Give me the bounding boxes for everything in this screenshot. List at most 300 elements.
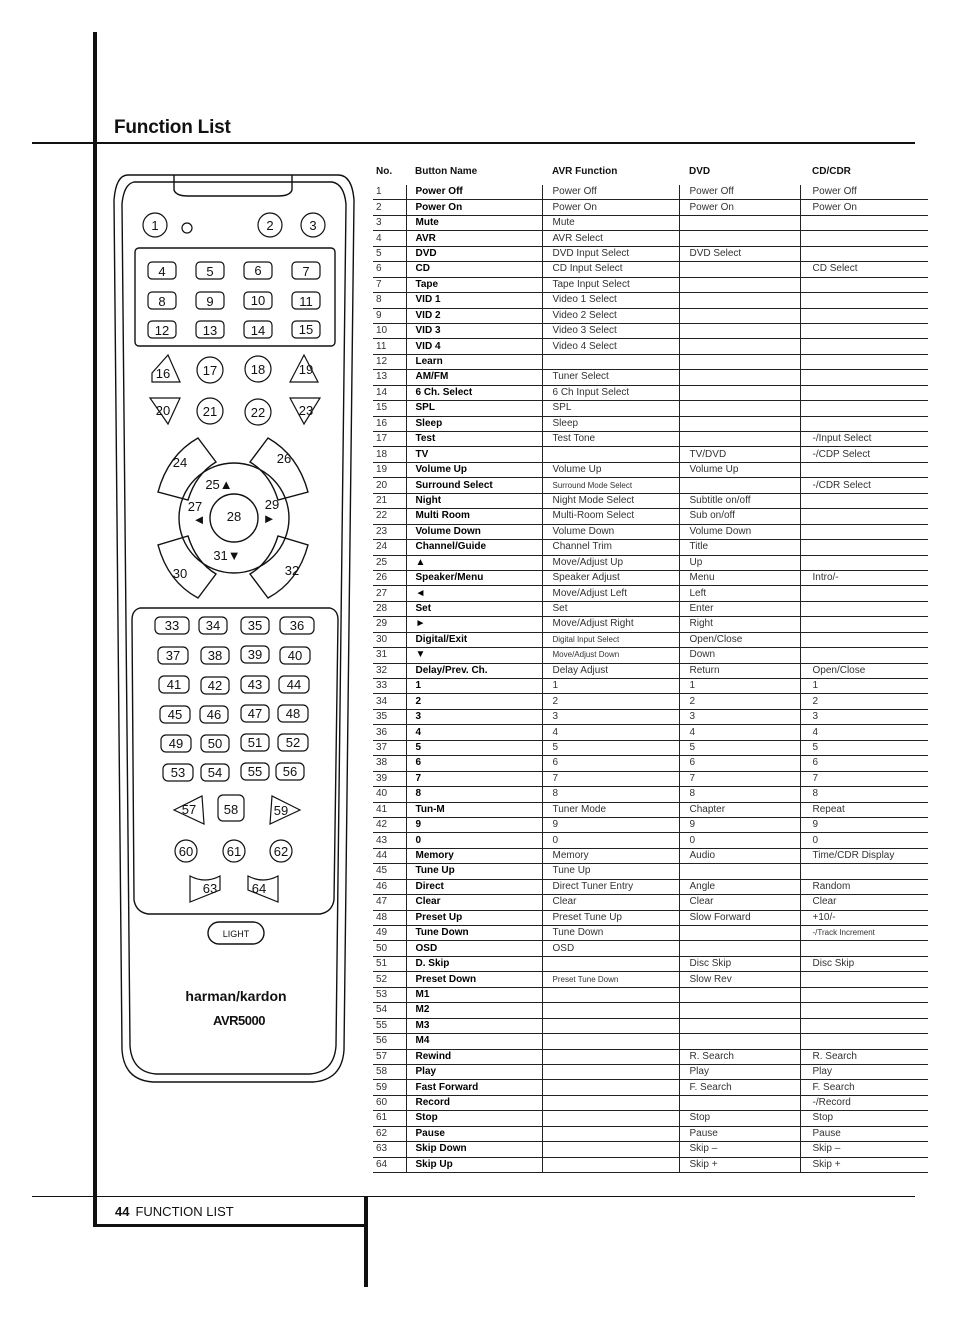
button-name: Skip Up [406,1157,542,1172]
table-row [373,262,928,277]
avr-function: 7 [542,771,679,786]
button-name: 9 [406,817,542,832]
button-name: Power Off [406,185,542,200]
table-row [373,601,928,616]
row-number: 29 [373,617,406,632]
row-number: 1 [373,185,406,200]
avr-function: Power On [542,200,679,215]
svg-text:47: 47 [247,706,263,721]
footer-rule [32,1196,915,1197]
row-number: 26 [373,570,406,585]
row-number: 31 [373,648,406,663]
cd-function [800,293,928,308]
row-number: 38 [373,756,406,771]
button-name: 6 [406,756,542,771]
table-row [373,1157,928,1172]
row-number: 58 [373,1064,406,1079]
svg-text:►: ► [262,511,276,526]
dvd-function: R. Search [679,1049,800,1064]
row-number: 48 [373,910,406,925]
table-row [373,910,928,925]
avr-function [542,1111,679,1126]
row-number: 40 [373,787,406,802]
table-row [373,1080,928,1095]
table-row [373,416,928,431]
header-button-name: Button Name [415,166,478,177]
dvd-function: Volume Up [679,462,800,477]
svg-text:60: 60 [178,844,194,859]
avr-function: 6 Ch Input Select [542,385,679,400]
cd-function [800,215,928,230]
avr-function [542,956,679,971]
avr-function: Tune Down [542,926,679,941]
row-number: 19 [373,462,406,477]
dvd-function: Angle [679,879,800,894]
svg-text:AVR5000: AVR5000 [213,1013,265,1028]
dvd-function [679,926,800,941]
cd-function [800,648,928,663]
cd-function [800,864,928,879]
cd-function [800,385,928,400]
dvd-function: Slow Forward [679,910,800,925]
button-name: M2 [406,1003,542,1018]
dvd-function [679,864,800,879]
cd-function: Disc Skip [800,956,928,971]
table-row [373,1142,928,1157]
row-number: 28 [373,601,406,616]
table-row [373,293,928,308]
cd-function: R. Search [800,1049,928,1064]
dvd-function: Clear [679,895,800,910]
dvd-function: Power On [679,200,800,215]
dvd-function: 0 [679,833,800,848]
avr-function: Video 3 Select [542,323,679,338]
avr-function: OSD [542,941,679,956]
row-number: 14 [373,385,406,400]
svg-text:57: 57 [181,802,197,817]
button-name: Tape [406,277,542,292]
avr-function: Set [542,601,679,616]
cd-function: Open/Close [800,663,928,678]
table-row [373,632,928,647]
avr-function: Video 1 Select [542,293,679,308]
avr-function [542,1034,679,1049]
dvd-function: Pause [679,1126,800,1141]
row-number: 63 [373,1142,406,1157]
table-row [373,231,928,246]
row-number: 52 [373,972,406,987]
table-row [373,493,928,508]
svg-text:49: 49 [168,736,184,751]
dvd-function: Audio [679,848,800,863]
table-row [373,385,928,400]
button-name: ▲ [406,555,542,570]
dvd-function: TV/DVD [679,447,800,462]
avr-function: Clear [542,895,679,910]
cd-function [800,524,928,539]
avr-function: Digital Input Select [542,632,679,647]
row-number: 20 [373,478,406,493]
table-row [373,246,928,261]
svg-text:42: 42 [207,678,223,693]
button-name: OSD [406,941,542,956]
avr-function: 0 [542,833,679,848]
row-number: 6 [373,262,406,277]
left-margin-bar [93,32,97,1226]
svg-text:3: 3 [309,218,317,233]
row-number: 59 [373,1080,406,1095]
cd-function: Skip – [800,1142,928,1157]
row-number: 9 [373,308,406,323]
button-name: Pause [406,1126,542,1141]
button-name: Mute [406,215,542,230]
svg-text:46: 46 [206,707,222,722]
table-row [373,478,928,493]
cd-function: Power On [800,200,928,215]
cd-function [800,540,928,555]
row-number: 55 [373,1018,406,1033]
avr-function: Move/Adjust Down [542,648,679,663]
table-row [373,308,928,323]
function-table-body [373,185,928,1173]
svg-text:24: 24 [172,455,188,470]
row-number: 33 [373,679,406,694]
row-number: 47 [373,895,406,910]
button-name: VID 3 [406,323,542,338]
button-name: Volume Up [406,462,542,477]
svg-text:45: 45 [167,707,183,722]
dvd-function [679,354,800,369]
row-number: 30 [373,632,406,647]
row-number: 64 [373,1157,406,1172]
dvd-function [679,293,800,308]
row-number: 50 [373,941,406,956]
table-row [373,540,928,555]
table-row [373,1111,928,1126]
svg-text:35: 35 [247,618,263,633]
dvd-function: 7 [679,771,800,786]
row-number: 13 [373,370,406,385]
cd-function [800,586,928,601]
dvd-function [679,478,800,493]
table-row [373,648,928,663]
table-row [373,679,928,694]
cd-function [800,555,928,570]
table-row [373,740,928,755]
table-row [373,848,928,863]
table-row [373,987,928,1002]
svg-text:5: 5 [206,264,214,279]
svg-text:61: 61 [226,844,242,859]
button-name: Set [406,601,542,616]
svg-text:52: 52 [285,735,301,750]
button-name: 6 Ch. Select [406,385,542,400]
cd-function: +10/- [800,910,928,925]
cd-function [800,354,928,369]
button-name: Fast Forward [406,1080,542,1095]
table-header-row [373,166,928,185]
svg-text:9: 9 [206,294,214,309]
avr-function: Tuner Select [542,370,679,385]
table-row [373,972,928,987]
row-number: 53 [373,987,406,1002]
avr-function: CD Input Select [542,262,679,277]
avr-function: Delay Adjust [542,663,679,678]
svg-text:◄: ◄ [192,512,206,527]
cd-function: CD Select [800,262,928,277]
dvd-function: 8 [679,787,800,802]
svg-text:22: 22 [250,405,266,420]
button-name: Channel/Guide [406,540,542,555]
button-name: Test [406,432,542,447]
avr-function: Tuner Mode [542,802,679,817]
table-row [373,1018,928,1033]
table-row [373,787,928,802]
cd-function: -/CDR Select [800,478,928,493]
avr-function: 5 [542,740,679,755]
avr-function: 9 [542,817,679,832]
button-name: Rewind [406,1049,542,1064]
avr-function: Preset Tune Up [542,910,679,925]
row-number: 17 [373,432,406,447]
row-number: 5 [373,246,406,261]
avr-function: Memory [542,848,679,863]
dvd-function [679,1095,800,1110]
button-name: Tun-M [406,802,542,817]
button-name: Tune Up [406,864,542,879]
dvd-function: Skip + [679,1157,800,1172]
table-row [373,817,928,832]
header-rule [32,142,915,144]
svg-text:63: 63 [202,881,218,896]
svg-text:26: 26 [276,451,292,466]
table-row [373,802,928,817]
dvd-function: Menu [679,570,800,585]
cd-function: Play [800,1064,928,1079]
avr-function: Direct Tuner Entry [542,879,679,894]
table-row [373,1034,928,1049]
dvd-function: 4 [679,725,800,740]
table-row [373,555,928,570]
button-name: Night [406,493,542,508]
row-number: 15 [373,401,406,416]
page-number: 44 [115,1204,130,1219]
svg-text:55: 55 [247,764,263,779]
dvd-function [679,987,800,1002]
row-number: 56 [373,1034,406,1049]
avr-function [542,1080,679,1095]
button-name: VID 1 [406,293,542,308]
avr-function: Mute [542,215,679,230]
table-row [373,509,928,524]
svg-text:harman/kardon: harman/kardon [185,988,287,1004]
svg-text:56: 56 [282,764,298,779]
svg-text:LIGHT: LIGHT [222,929,250,939]
button-name: Preset Down [406,972,542,987]
cd-function: F. Search [800,1080,928,1095]
avr-function: 8 [542,787,679,802]
cd-function [800,401,928,416]
avr-function: AVR Select [542,231,679,246]
table-row [373,432,928,447]
avr-function: Tune Up [542,864,679,879]
dvd-function [679,432,800,447]
avr-function: Video 2 Select [542,308,679,323]
table-row [373,833,928,848]
function-table [373,166,928,1173]
svg-text:12: 12 [154,323,170,338]
table-row [373,586,928,601]
avr-function: Power Off [542,185,679,200]
button-name: Record [406,1095,542,1110]
dvd-function: Right [679,617,800,632]
svg-text:18: 18 [250,362,266,377]
table-row [373,277,928,292]
button-name: 4 [406,725,542,740]
header-no: No. [376,166,393,177]
row-number: 44 [373,848,406,863]
table-row [373,694,928,709]
button-name: VID 2 [406,308,542,323]
cd-function: -/CDP Select [800,447,928,462]
button-name: Delay/Prev. Ch. [406,663,542,678]
avr-function: Video 4 Select [542,339,679,354]
avr-function: Multi-Room Select [542,509,679,524]
row-number: 62 [373,1126,406,1141]
row-number: 61 [373,1111,406,1126]
row-number: 51 [373,956,406,971]
svg-text:53: 53 [170,765,186,780]
dvd-function [679,308,800,323]
dvd-function [679,401,800,416]
footer-section-label: FUNCTION LIST [135,1204,234,1219]
cd-function [800,1003,928,1018]
avr-function [542,1157,679,1172]
dvd-function [679,1003,800,1018]
svg-text:1: 1 [151,218,159,233]
dvd-function: 6 [679,756,800,771]
svg-text:59: 59 [273,803,289,818]
svg-text:19: 19 [298,362,314,377]
table-row [373,956,928,971]
dvd-function: Return [679,663,800,678]
table-row [373,879,928,894]
svg-text:28: 28 [226,509,242,524]
row-number: 42 [373,817,406,832]
svg-text:7: 7 [302,264,310,279]
table-row [373,354,928,369]
avr-function: DVD Input Select [542,246,679,261]
table-row [373,771,928,786]
table-row [373,1003,928,1018]
cd-function [800,972,928,987]
cd-function: Intro/- [800,570,928,585]
cd-function: 4 [800,725,928,740]
dvd-function: Skip – [679,1142,800,1157]
avr-function [542,1126,679,1141]
button-name: Clear [406,895,542,910]
table-row [373,1095,928,1110]
row-number: 10 [373,323,406,338]
dvd-function: 5 [679,740,800,755]
avr-function: Move/Adjust Right [542,617,679,632]
table-row [373,1064,928,1079]
button-name: Direct [406,879,542,894]
cd-function [800,1018,928,1033]
svg-text:17: 17 [202,363,218,378]
avr-function [542,1142,679,1157]
page-title: Function List [114,117,231,138]
button-name: D. Skip [406,956,542,971]
svg-text:16: 16 [155,366,171,381]
cd-function: 0 [800,833,928,848]
cd-function: 8 [800,787,928,802]
row-number: 2 [373,200,406,215]
cd-function [800,987,928,1002]
button-name: ► [406,617,542,632]
dvd-function: Power Off [679,185,800,200]
cd-function [800,277,928,292]
svg-text:58: 58 [223,802,239,817]
cd-function: Time/CDR Display [800,848,928,863]
row-number: 46 [373,879,406,894]
svg-text:6: 6 [254,263,262,278]
svg-text:64: 64 [251,881,267,896]
svg-text:4: 4 [158,264,166,279]
button-name: Surround Select [406,478,542,493]
cd-function [800,632,928,647]
avr-function [542,987,679,1002]
table-row [373,1049,928,1064]
cd-function: -/Input Select [800,432,928,447]
row-number: 27 [373,586,406,601]
button-name: M1 [406,987,542,1002]
table-row [373,926,928,941]
row-number: 35 [373,709,406,724]
cd-function: -/Track Increment [800,926,928,941]
button-name: Preset Up [406,910,542,925]
button-name: Volume Down [406,524,542,539]
avr-function: Night Mode Select [542,493,679,508]
header-avr-function: AVR Function [552,166,618,177]
svg-text:43: 43 [247,677,263,692]
svg-text:48: 48 [285,706,301,721]
table-row [373,200,928,215]
avr-function [542,1018,679,1033]
button-name: 3 [406,709,542,724]
cd-function [800,231,928,246]
svg-text:32: 32 [284,563,300,578]
table-row [373,709,928,724]
svg-text:13: 13 [202,323,218,338]
row-number: 23 [373,524,406,539]
svg-text:36: 36 [289,618,305,633]
button-name: Tune Down [406,926,542,941]
dvd-function [679,323,800,338]
dvd-function [679,215,800,230]
svg-text:31▼: 31▼ [213,548,241,563]
dvd-function: 1 [679,679,800,694]
dvd-function: Play [679,1064,800,1079]
dvd-function [679,277,800,292]
dvd-function: Open/Close [679,632,800,647]
svg-text:41: 41 [166,677,182,692]
dvd-function: 2 [679,694,800,709]
cd-function [800,246,928,261]
cd-function [800,493,928,508]
cd-function: 3 [800,709,928,724]
avr-function [542,1064,679,1079]
